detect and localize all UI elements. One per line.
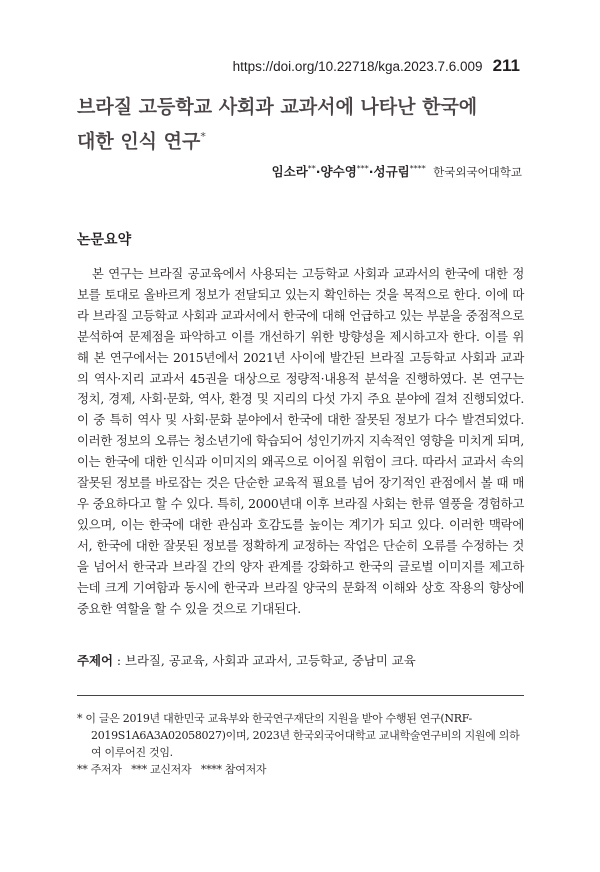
role-2-marker: *** xyxy=(131,763,147,776)
author-separator: · xyxy=(315,164,321,179)
title-footnote-marker: * xyxy=(200,130,206,143)
author-2-marker: *** xyxy=(356,163,369,173)
author-1-marker: ** xyxy=(307,163,316,173)
keywords-line xyxy=(77,651,524,669)
author-3-marker: **** xyxy=(409,163,426,173)
role-1-marker: ** xyxy=(77,763,88,776)
author-2-name: 양수영 xyxy=(320,164,357,179)
abstract-heading: 논문요약 xyxy=(77,232,132,248)
keywords-label: 주제어 xyxy=(77,653,113,668)
author-names xyxy=(272,164,431,179)
footnotes xyxy=(77,710,527,778)
abstract-body: 본 연구는 브라질 공교육에서 사용되는 고등학교 사회과 교과서의 한국에 대한 정보를 토대로 올바르게 정보가 전달되고 있는지 확인하는 것을 목적으로 한다. 이에 따라 브라질 고등학교 사회과 교과서에서 한국에 대해 언급하고 있는 부분을 중점적으로 분석하여 문제점을 파악하고 이를 개선하기 위한 방향성을 제시하고자 한다. 이를 위해 본 연구에서는 2015년에서 2021년 사이에 발간된 브라질 고등학교 사회과 교과의 역사·지리 교과서 45권을 대상으로 정량적·내용적 분석을 진행하였다. 본 연구는 정치, 경제, 사회·문화, 역사, 환경 및 지리의 다섯 가지 주요 분야에 걸쳐 진행되었다. 이 중 특히 역사 및 사회·문화 분야에서 한국에 대한 잘못된 정보가 다수 발견되었다. 이러한 정보의 오류는 청소년기에 학습되어 성인기까지 지속적인 영향을 미치게 되며, 이는 한국에 대한 인식과 이미지의 왜곡으로 이어질 위험이 크다. 따라서 교과서 속의 잘못된 정보를 바로잡는 것은 단순한 교육적 필요를 넘어 장기적인 관점에서 볼 때 매우 중요하다고 할 수 있다. 특히, 2000년대 이후 브라질 사회는 한류 열풍을 경험하고 있으며, 이는 한국에 대한 관심과 호감도를 높이는 계기가 되고 있다. 이러한 맥락에서, 한국에 대한 잘못된 정보를 정확하게 교정하는 작업은 단순히 오류를 수정하는 것을 넘어서 한국과 브라질 간의 양자 관계를 강화하고 한국의 글로벌 이미지를 제고하는데 크게 기여함과 동시에 한국과 브라질 양국의 문화적 이해와 상호 작용의 향상에 중요한 역할을 할 수 있을 것으로 기대된다. xyxy=(77,266,524,616)
footnote-divider xyxy=(77,695,524,696)
paper-title xyxy=(77,92,547,156)
page-number: 211 xyxy=(492,56,520,75)
author-role-footnote xyxy=(77,761,527,778)
title-line-2: 대한 인식 연구 xyxy=(77,130,201,153)
keywords-text: 브라질, 공교육, 사회과 교과서, 고등학교, 중남미 교육 xyxy=(124,653,416,668)
role-3-marker: **** xyxy=(200,763,222,776)
role-1-label: 주저자 xyxy=(90,763,122,776)
author-3-name: 성규림 xyxy=(373,164,410,179)
author-affiliation: 한국외국어대학교 xyxy=(433,165,522,179)
title-line-1: 브라질 고등학교 사회과 교과서에 나타난 한국에 xyxy=(77,96,478,118)
role-2-label: 교신저자 xyxy=(150,763,192,776)
doi-link[interactable]: https://doi.org/10.22718/kga.2023.7.6.009 xyxy=(232,59,483,74)
author-separator: · xyxy=(368,164,374,179)
role-3-label: 참여저자 xyxy=(224,763,267,776)
funding-footnote: * 이 글은 2019년 대한민국 교육부와 한국연구재단의 지원을 받아 수행된 연구(NRF-2019S1A6A3A02058027)이며, 2023년 한국외국어대학교 교내학술연구비의 지원에 의하여 이루어진 것임. xyxy=(77,712,520,759)
author-line xyxy=(272,162,522,180)
keywords-separator: : xyxy=(112,653,125,668)
author-1-name: 임소라 xyxy=(271,164,308,179)
running-header xyxy=(233,56,520,76)
